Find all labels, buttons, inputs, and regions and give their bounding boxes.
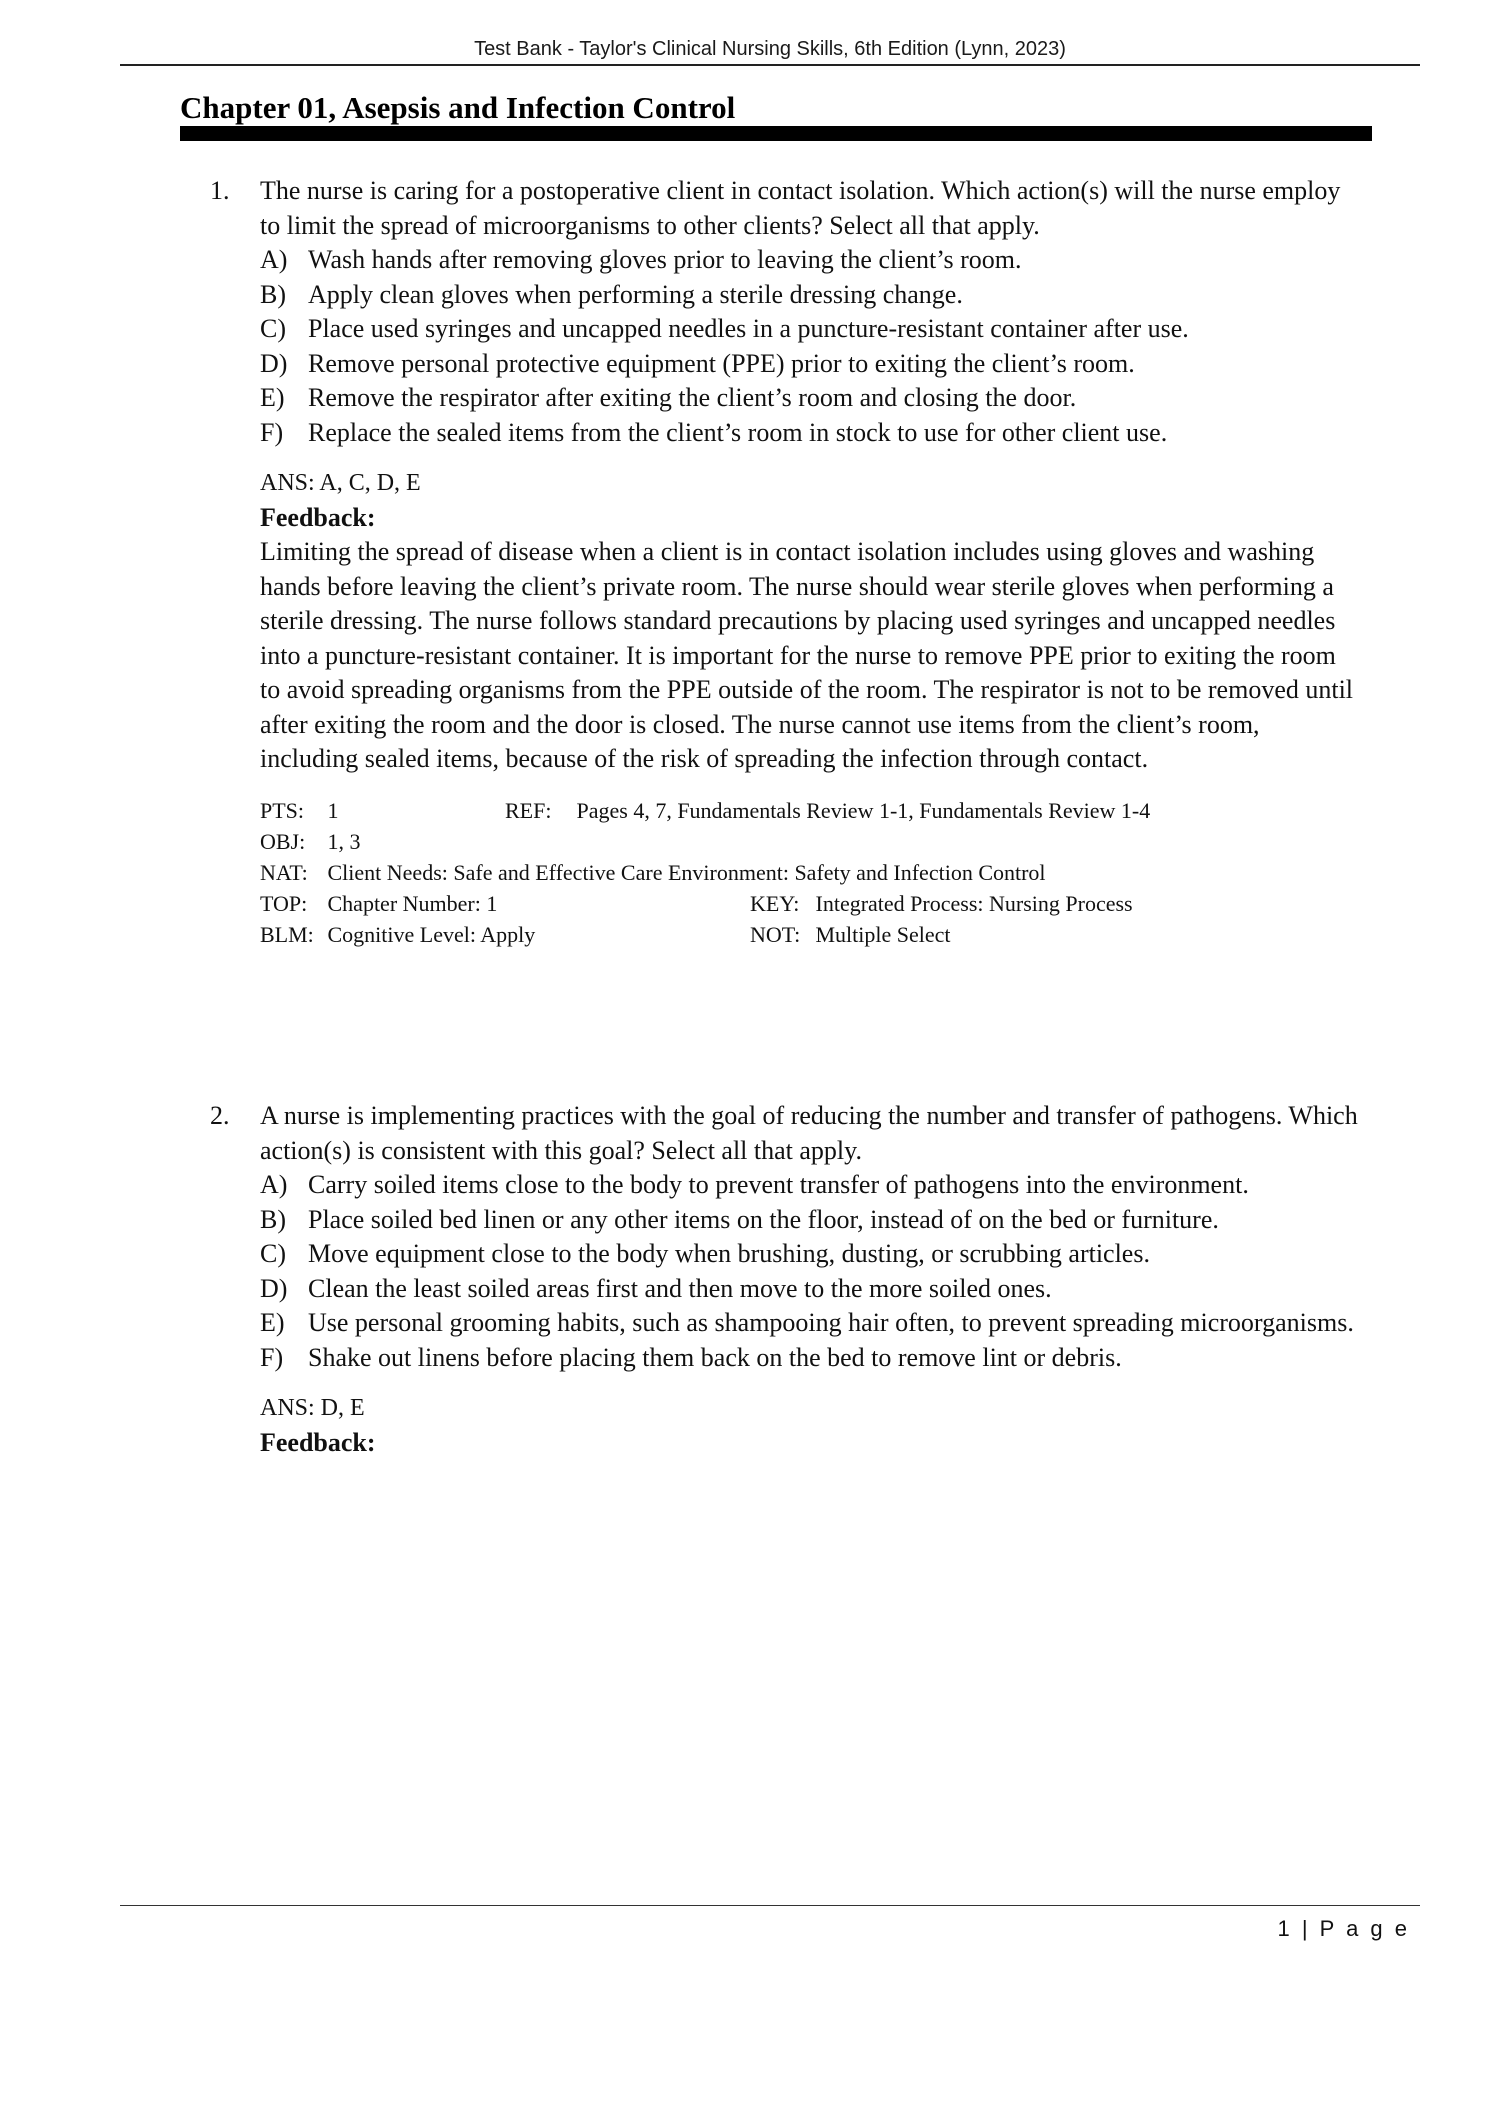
key-label: KEY:: [750, 890, 800, 916]
option-c: [260, 312, 1360, 347]
option-text: Remove personal protective equipment (PPE) prior to exiting the client’s room.: [308, 348, 1135, 378]
option-e: [260, 1306, 1360, 1341]
option-b: [260, 1203, 1360, 1238]
option-b: [260, 278, 1360, 313]
pts-label: PTS:: [260, 797, 305, 823]
answer-options: [210, 1168, 1360, 1375]
option-f: [260, 416, 1360, 451]
option-letter: A): [260, 245, 288, 274]
meta-row-nat: [260, 857, 1360, 888]
option-text: Remove the respirator after exiting the client’s room and closing the door.: [308, 383, 1077, 412]
option-text: Clean the least soiled areas first and then move to the more soiled ones.: [308, 1273, 1052, 1303]
option-a: [260, 1168, 1360, 1203]
option-e: [260, 381, 1360, 416]
blm-label: BLM:: [260, 921, 314, 947]
answer-key: ANS: A, C, D, E: [260, 470, 421, 496]
footer-divider: [120, 1905, 1420, 1906]
obj-label: OBJ:: [260, 828, 306, 854]
option-d: [260, 347, 1360, 382]
option-c: [260, 1237, 1360, 1272]
not-label: NOT:: [750, 921, 801, 947]
not-field: [750, 919, 951, 950]
meta-row-obj: [260, 826, 1360, 857]
meta-row-top: [260, 888, 1360, 919]
question-stem: A nurse is implementing practices with the goal of reducing the number and transfer of pathogens. Which action(s) is consistent with this goal? Select all that apply.: [260, 1101, 1358, 1165]
feedback-text: Limiting the spread of disease when a client is in contact isolation includes using gloves and washing hands before leaving the client’s private room. The nurse should wear sterile gloves when performing a sterile dressing. The nurse follows standard precautions by placing used syringes and uncapped needles into a puncture-resistant container. It is important for the nurse to remove PPE prior to exiting the room to avoid spreading organisms from the PPE outside of the room. The respirator is not to be removed until after exiting the room and the door is closed. The nurse cannot use items from the client’s room, including sealed items, because of the risk of spreading the infection through contact.: [260, 537, 1354, 773]
feedback-label: Feedback:: [260, 1427, 376, 1457]
option-letter: D): [260, 1273, 288, 1303]
question-metadata: [260, 795, 1360, 950]
meta-row-pts: [260, 795, 1360, 826]
option-a: [260, 243, 1360, 278]
option-letter: E): [260, 383, 285, 412]
blm-value: Cognitive Level: Apply: [327, 921, 536, 947]
ref-label: REF:: [505, 797, 552, 823]
option-text: Replace the sealed items from the client’s room in stock to use for other client use.: [308, 417, 1168, 447]
top-label: TOP:: [260, 890, 308, 916]
chapter-title: Chapter 01, Asepsis and Infection Control: [180, 90, 736, 125]
question-number: 2.: [210, 1101, 230, 1130]
option-letter: D): [260, 348, 288, 378]
key-value: Integrated Process: Nursing Process: [815, 890, 1133, 916]
option-letter: F): [260, 1342, 284, 1372]
question-number: 1.: [210, 176, 230, 205]
option-letter: C): [260, 314, 286, 343]
question-2: [210, 1099, 1360, 1460]
option-letter: E): [260, 1308, 285, 1337]
obj-value: 1, 3: [327, 828, 361, 854]
option-text: Move equipment close to the body when brushing, dusting, or scrubbing articles.: [308, 1239, 1150, 1268]
nat-value: Client Needs: Safe and Effective Care Environment: Safety and Infection Control: [327, 859, 1046, 885]
answer-block: [260, 466, 1360, 777]
option-text: Place soiled bed linen or any other items on the floor, instead of on the bed or furniture.: [308, 1204, 1219, 1234]
running-header: Test Bank - Taylor's Clinical Nursing Skills, 6th Edition (Lynn, 2023): [474, 38, 1066, 60]
ref-value: Pages 4, 7, Fundamentals Review 1-1, Fundamentals Review 1-4: [576, 797, 1151, 823]
question-stem: The nurse is caring for a postoperative client in contact isolation. Which action(s) will the nurse employ to limit the spread of microorganisms to other clients? Select all that apply.: [260, 176, 1341, 240]
option-letter: B): [260, 279, 286, 309]
question-1: [210, 174, 1360, 950]
not-value: Multiple Select: [815, 921, 951, 947]
option-d: [260, 1272, 1360, 1307]
answer-block: [260, 1391, 1360, 1460]
option-f: [260, 1341, 1360, 1376]
option-letter: F): [260, 417, 284, 447]
option-text: Apply clean gloves when performing a sterile dressing change.: [308, 279, 963, 309]
key-field: [750, 888, 1133, 919]
ref-field: [505, 795, 1150, 826]
option-text: Wash hands after removing gloves prior to leaving the client’s room.: [308, 245, 1022, 274]
feedback-label: Feedback:: [260, 502, 376, 532]
answer-key: ANS: D, E: [260, 1395, 365, 1421]
chapter-title-bar: [180, 126, 1372, 141]
header-divider: [120, 64, 1420, 66]
top-value: Chapter Number: 1: [327, 890, 498, 916]
option-text: Carry soiled items close to the body to prevent transfer of pathogens into the environment.: [308, 1170, 1249, 1199]
option-text: Use personal grooming habits, such as shampooing hair often, to prevent spreading microorganisms.: [308, 1308, 1354, 1337]
option-letter: A): [260, 1170, 288, 1199]
page-number: 1 | P a g e: [1277, 1916, 1410, 1941]
option-letter: B): [260, 1204, 286, 1234]
pts-value: 1: [327, 797, 339, 823]
option-text: Shake out linens before placing them back on the bed to remove lint or debris.: [308, 1342, 1122, 1372]
option-letter: C): [260, 1239, 286, 1268]
answer-options: [210, 243, 1360, 450]
option-text: Place used syringes and uncapped needles in a puncture-resistant container after use.: [308, 314, 1189, 343]
meta-row-blm: [260, 919, 1360, 950]
nat-label: NAT:: [260, 859, 308, 885]
